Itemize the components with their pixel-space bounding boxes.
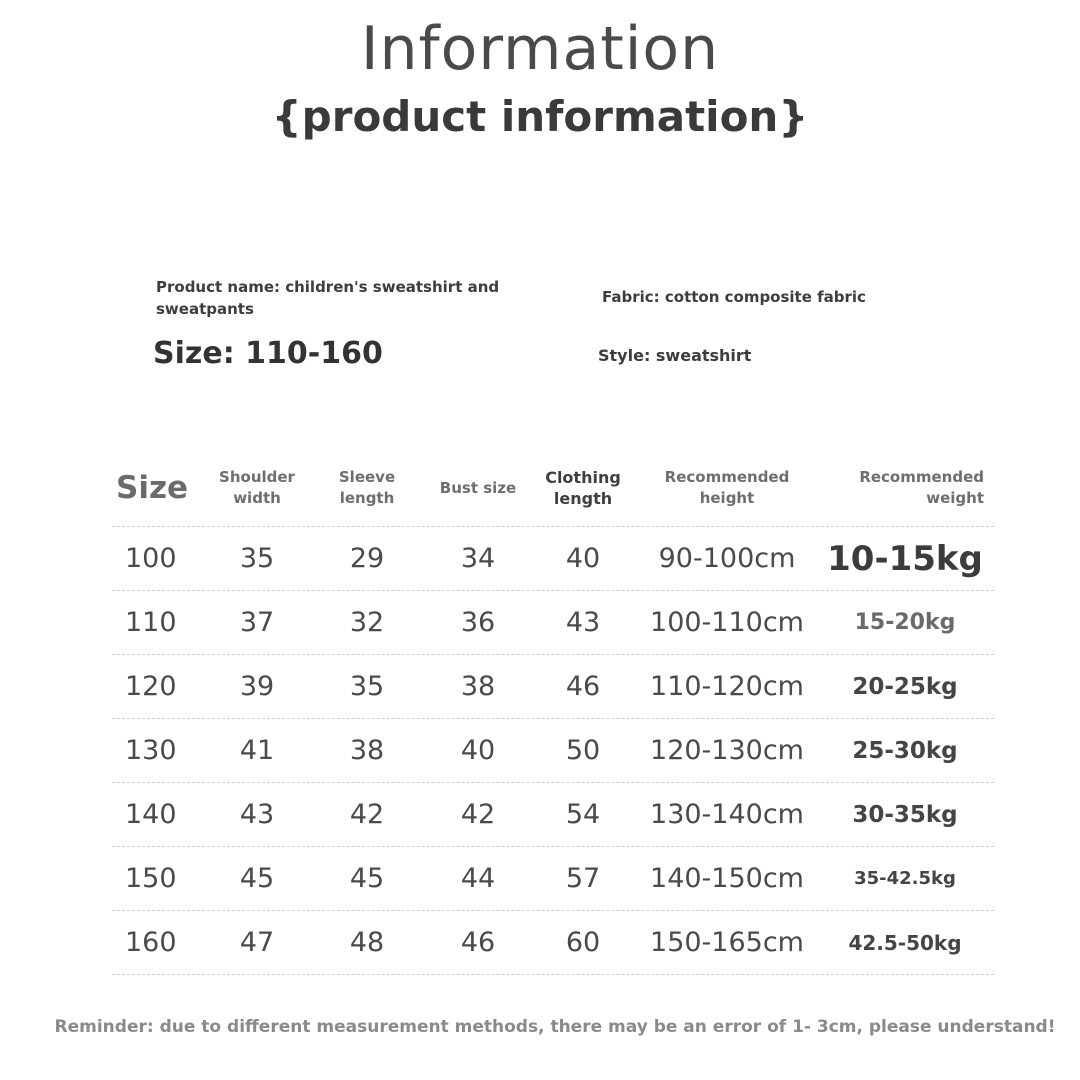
cell-recommended-weight: 20-25kg: [852, 673, 958, 700]
cell-clothing-length: 43: [565, 607, 601, 638]
reminder-text: Reminder: due to different measurement methods, there may be an error of 1- 3cm, please understand!: [54, 1017, 1056, 1037]
cell-size: 130: [125, 735, 177, 766]
cell-recommended-height: 90-100cm: [658, 543, 796, 574]
cell-shoulder-width: 35: [239, 543, 275, 574]
cell-shoulder-width: 47: [239, 927, 275, 958]
table-row: [112, 591, 994, 655]
size-range: Size: 110-160: [153, 336, 383, 371]
cell-recommended-height: 120-130cm: [650, 735, 804, 766]
cell-recommended-height: 150-165cm: [650, 927, 804, 958]
cell-size: 120: [125, 671, 177, 702]
cell-recommended-weight: 10-15kg: [827, 538, 983, 579]
cell-size: 110: [125, 607, 177, 638]
cell-sleeve-length: 42: [349, 799, 385, 830]
cell-sleeve-length: 45: [349, 863, 385, 894]
header-size: Size: [116, 469, 189, 506]
header-shoulder-width: Shoulder width: [219, 468, 295, 507]
page-title: Information: [360, 14, 720, 84]
page-subtitle: {product information}: [271, 92, 809, 141]
cell-size: 140: [125, 799, 177, 830]
cell-shoulder-width: 45: [239, 863, 275, 894]
cell-recommended-height: 140-150cm: [650, 863, 804, 894]
cell-sleeve-length: 35: [349, 671, 385, 702]
cell-sleeve-length: 48: [349, 927, 385, 958]
cell-size: 150: [125, 863, 177, 894]
cell-bust-size: 34: [460, 543, 496, 574]
cell-sleeve-length: 32: [349, 607, 385, 638]
table-row: [112, 719, 994, 783]
cell-recommended-weight: 15-20kg: [854, 610, 956, 635]
cell-recommended-weight: 25-30kg: [852, 737, 958, 764]
cell-recommended-weight: 30-35kg: [852, 801, 958, 828]
cell-sleeve-length: 29: [349, 543, 385, 574]
cell-recommended-weight: 35-42.5kg: [854, 868, 956, 889]
cell-bust-size: 38: [460, 671, 496, 702]
cell-shoulder-width: 41: [239, 735, 275, 766]
cell-bust-size: 42: [460, 799, 496, 830]
cell-bust-size: 36: [460, 607, 496, 638]
cell-clothing-length: 57: [565, 863, 601, 894]
cell-recommended-height: 100-110cm: [650, 607, 804, 638]
cell-recommended-height: 130-140cm: [650, 799, 804, 830]
header-recommended-weight: Recommended weight: [859, 468, 984, 507]
table-row: [112, 783, 994, 847]
table-row: [112, 911, 994, 975]
cell-bust-size: 44: [460, 863, 496, 894]
size-table: [112, 450, 994, 975]
cell-clothing-length: 40: [565, 543, 601, 574]
header-bust-size: Bust size: [439, 478, 517, 497]
product-name: Product name: children's sweatshirt and sweatpants: [156, 278, 500, 318]
cell-clothing-length: 60: [565, 927, 601, 958]
cell-size: 160: [125, 927, 177, 958]
cell-clothing-length: 46: [565, 671, 601, 702]
cell-bust-size: 46: [460, 927, 496, 958]
cell-shoulder-width: 39: [239, 671, 275, 702]
cell-bust-size: 40: [460, 735, 496, 766]
table-header-row: [112, 450, 994, 527]
cell-clothing-length: 54: [565, 799, 601, 830]
cell-recommended-height: 110-120cm: [650, 671, 804, 702]
header-sleeve-length: Sleeve length: [338, 468, 396, 507]
table-body: [112, 527, 994, 975]
cell-shoulder-width: 37: [239, 607, 275, 638]
cell-shoulder-width: 43: [239, 799, 275, 830]
cell-recommended-weight: 42.5-50kg: [848, 930, 962, 955]
cell-sleeve-length: 38: [349, 735, 385, 766]
table-row: [112, 847, 994, 911]
cell-size: 100: [125, 543, 177, 574]
header-recommended-height: Recommended height: [664, 468, 790, 507]
cell-clothing-length: 50: [565, 735, 601, 766]
style-info: Style: sweatshirt: [598, 346, 752, 365]
header-clothing-length: Clothing length: [545, 468, 621, 508]
table-row: [112, 527, 994, 591]
fabric-info: Fabric: cotton composite fabric: [602, 288, 866, 306]
table-row: [112, 655, 994, 719]
